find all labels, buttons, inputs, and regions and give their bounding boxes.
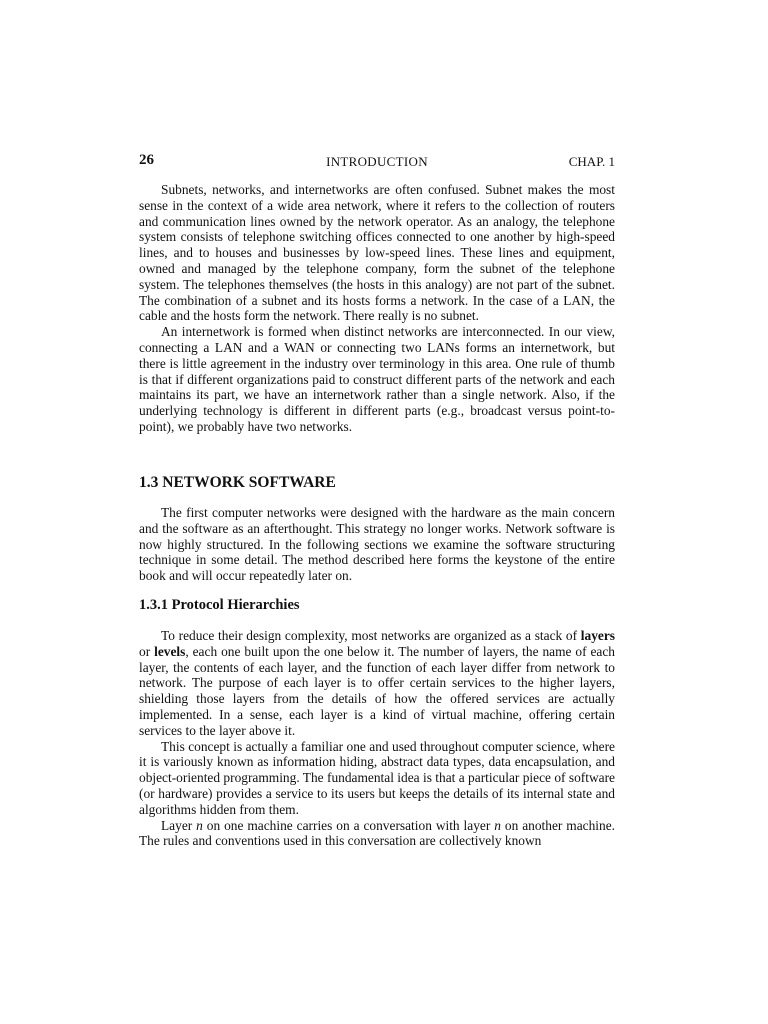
section-text: [139, 505, 615, 584]
layers-text-end: , each one built upon the one below it. The number of layers, the name of each layer, the contents of each layer, and the function of each layer differ from network to network. The purpose of each layer is to offer certain services to the higher layers, shielding those layers from the details of how the offered services are actually implemented. In a sense, each layer is a kind of virtual machine, offering certain services to the layer above it.: [139, 643, 615, 738]
paragraph-subnets: Subnets, networks, and internetworks are often confused. Subnet makes the most sense in the context of a wide area network, where it refers to the collection of routers and communication lines owned by the network operator. As an analogy, the telephone system consists of telephone switching offices connected to one another by high-speed lines, and to houses and businesses by low-speed lines. These lines and equipment, owned and managed by the telephone company, form the subnet of the telephone system. The telephones themselves (the hosts in this analogy) are not part of the subnet. The combination of a subnet and its hosts forms a network. In the case of a LAN, the cable and the hosts form the network. There really is no subnet.: [139, 182, 615, 324]
paragraph-concept: This concept is actually a familiar one and used throughout computer science, where it is variously known as information hiding, abstract data types, data encapsulation, and object-oriented programming. The fundamental idea is that a particular piece of software (or hardware) provides a service to its users but keeps the details of its internal state and algorithms hidden from them.: [139, 738, 615, 817]
paragraph-layers: [139, 628, 615, 739]
running-header: [139, 152, 615, 172]
layers-text-or: or: [139, 643, 155, 659]
term-layers: layers: [580, 628, 615, 643]
paragraph-network-software: The first computer networks were designed with the hardware as the main concern and the software as an afterthought. This strategy no longer works. Network software is now highly structured. In the following sections we examine the software structuring technique in some detail. The method described here forms the keystone of the entire book and will occur repeatedly later on.: [139, 505, 615, 584]
paragraph-layer-n: [139, 818, 615, 850]
layer-n-text-end: on another machine. The rules and conventions used in this conversation are collectively known: [139, 817, 615, 849]
variable-n: n: [494, 817, 501, 833]
paragraph-internetwork: An internetwork is formed when distinct networks are interconnected. In our view, connecting a LAN and a WAN or connecting two LANs forms an internetwork, but there is little agreement in the industry over terminology in this area. One rule of thumb is that if different organizations paid to construct different parts of the network and each maintains its part, we have an internetwork rather than a single network. Also, if the underlying technology is different in different parts (e.g., broadcast versus point-to-point), we probably have two networks.: [139, 324, 615, 434]
layers-text-start: To reduce their design complexity, most networks are organized as a stack of: [161, 628, 581, 643]
layer-n-text-mid: on one machine carries on a conversation with layer: [202, 817, 495, 833]
term-levels: levels: [154, 643, 186, 659]
variable-n: n: [196, 817, 203, 833]
intro-text: [139, 182, 615, 435]
chapter-label: CHAP. 1: [568, 154, 615, 169]
layer-n-text-start: Layer: [161, 817, 197, 833]
subsection-text: [139, 628, 615, 849]
page-number: 26: [139, 152, 154, 168]
subsection-heading: 1.3.1 Protocol Hierarchies: [139, 597, 300, 613]
section-heading: 1.3 NETWORK SOFTWARE: [139, 474, 336, 491]
running-title: INTRODUCTION: [326, 154, 428, 169]
